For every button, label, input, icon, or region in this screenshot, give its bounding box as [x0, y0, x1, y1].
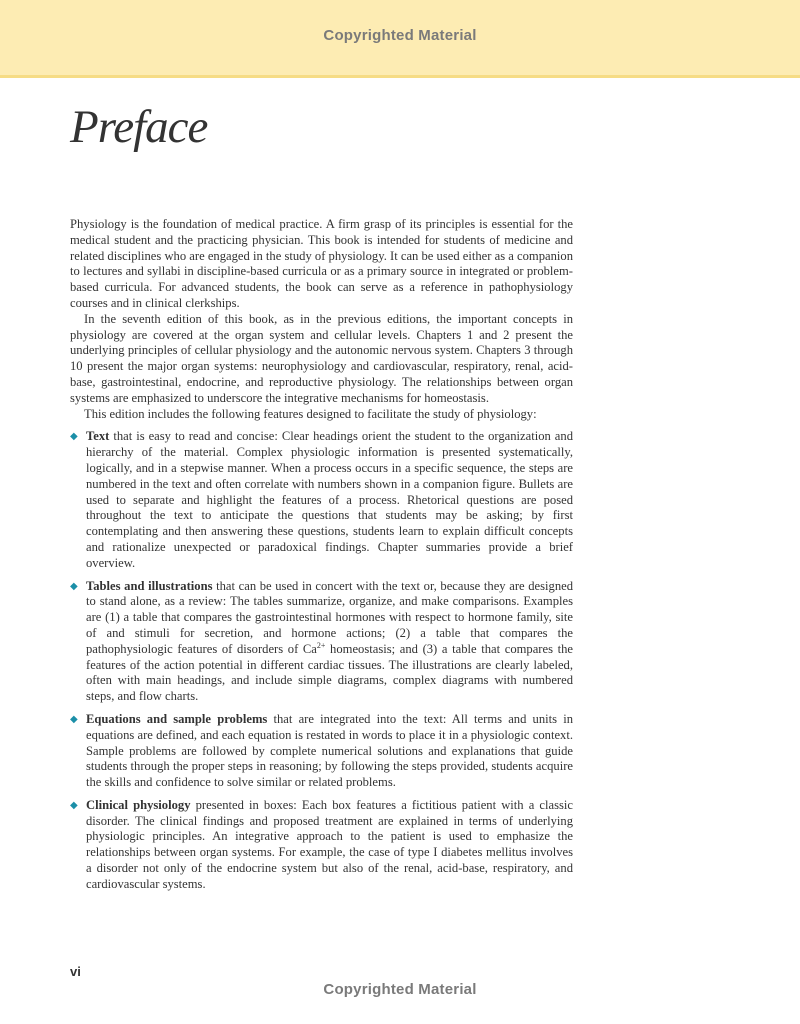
copyright-watermark-top: Copyrighted Material	[323, 27, 477, 44]
paragraph-features-intro: This edition includes the following features designed to facilitate the study of physiology:	[84, 406, 537, 421]
feature-lead: Text	[86, 429, 110, 444]
superscript: 2+	[316, 640, 326, 650]
diamond-bullet-icon: ◆	[70, 713, 78, 725]
feature-body-continued: homeostasis; and (3) a table that compares the features of the action potential in different cardiac tissues. The illustrations are clearly labeled, often with main headings, and include simple diagrams, complex diagrams with numbered steps, and flow charts.	[86, 641, 573, 704]
paragraph-intro: Physiology is the foundation of medical practice. A firm grasp of its principles is essential for the medical student and the practicing physician. This book is intended for students of medicine and related disciplines who are engaged in the study of physiology. It can be used either as a companion to lectures and syllabi in discipline-based curricula or as a primary source in integrated or problem-based curricula. For advanced students, the book can serve as a reference in pathophysiology courses and in clinical clerkships.	[70, 217, 573, 310]
paragraph-edition: In the seventh edition of this book, as in the previous editions, the important concepts in physiology are covered at the organ system and cellular levels. Chapters 1 and 2 present the underlying principles of cellular physiology and the autonomic nervous system. Chapters 3 through 10 present the major organ systems: neurophysiology and cardiovascular, respiratory, renal, acid-base, gastrointestinal, endocrine, and reproductive physiology. The relationships between organ systems are emphasized to underscore the integrative mechanisms for homeostasis.	[70, 311, 573, 405]
feature-body: that is easy to read and concise: Clear headings orient the student to the organization and hierarchy of the material. Complex physiologic information is presented systematically, logically, and in a stepwise manner. When a process occurs in a specific sequence, the steps are numbered in the text and often correlate with numbers shown in a companion figure. Bullets are used to separate and highlight the features of a process. Rhetorical questions are posed throughout the text to anticipate the questions that students may be asking; by first contemplating and then answering these questions, students learn to explain difficult concepts and rationalize unexpected or paradoxical findings. Chapter summaries provide a brief overview.	[86, 429, 573, 570]
features-list	[70, 429, 573, 892]
feature-body: that are integrated into the text: All terms and units in equations are defined, and each equation is restated in words to place it in a physiologic context. Sample problems are followed by complete numerical solutions and explanations that guide students through the proper steps in reasoning; by following the steps provided, students acquire the skills and confidence to solve similar or related problems.	[86, 711, 574, 790]
diamond-bullet-icon: ◆	[70, 799, 78, 811]
diamond-bullet-icon: ◆	[70, 580, 78, 592]
feature-item-tables	[70, 579, 573, 705]
feature-lead: Clinical physiology	[86, 797, 191, 812]
page-title: Preface	[70, 101, 208, 153]
feature-item-equations	[70, 712, 573, 791]
copyright-watermark-bottom: Copyrighted Material	[323, 981, 477, 998]
feature-body: that can be used in concert with the text or, because they are designed to stand alone, as a review: The tables summarize, organize, and make comparisons. Examples are (1) a table that compares the gastrointestinal hormones with respect to hormone family, site of and stimuli for secretion, and hormone actions; (2) a table that compares the pathophysiologic features of disorders of Ca	[86, 578, 573, 656]
feature-item-clinical	[70, 798, 573, 893]
preface-body	[70, 217, 573, 900]
feature-body: presented in boxes: Each box features a fictitious patient with a classic disorder. The clinical findings and proposed treatment are explained in terms of underlying physiologic principles. An integrative approach to the patient is used to emphasize the relationships between organ systems. For example, the case of type I diabetes mellitus involves a disorder not only of the endocrine system but also of the renal, acid-base, respiratory, and cardiovascular systems.	[86, 797, 573, 891]
diamond-bullet-icon: ◆	[70, 431, 78, 443]
feature-lead: Tables and illustrations	[86, 578, 213, 593]
feature-item-text	[70, 429, 573, 571]
page-number: vi	[70, 964, 81, 979]
feature-lead: Equations and sample problems	[86, 711, 268, 726]
